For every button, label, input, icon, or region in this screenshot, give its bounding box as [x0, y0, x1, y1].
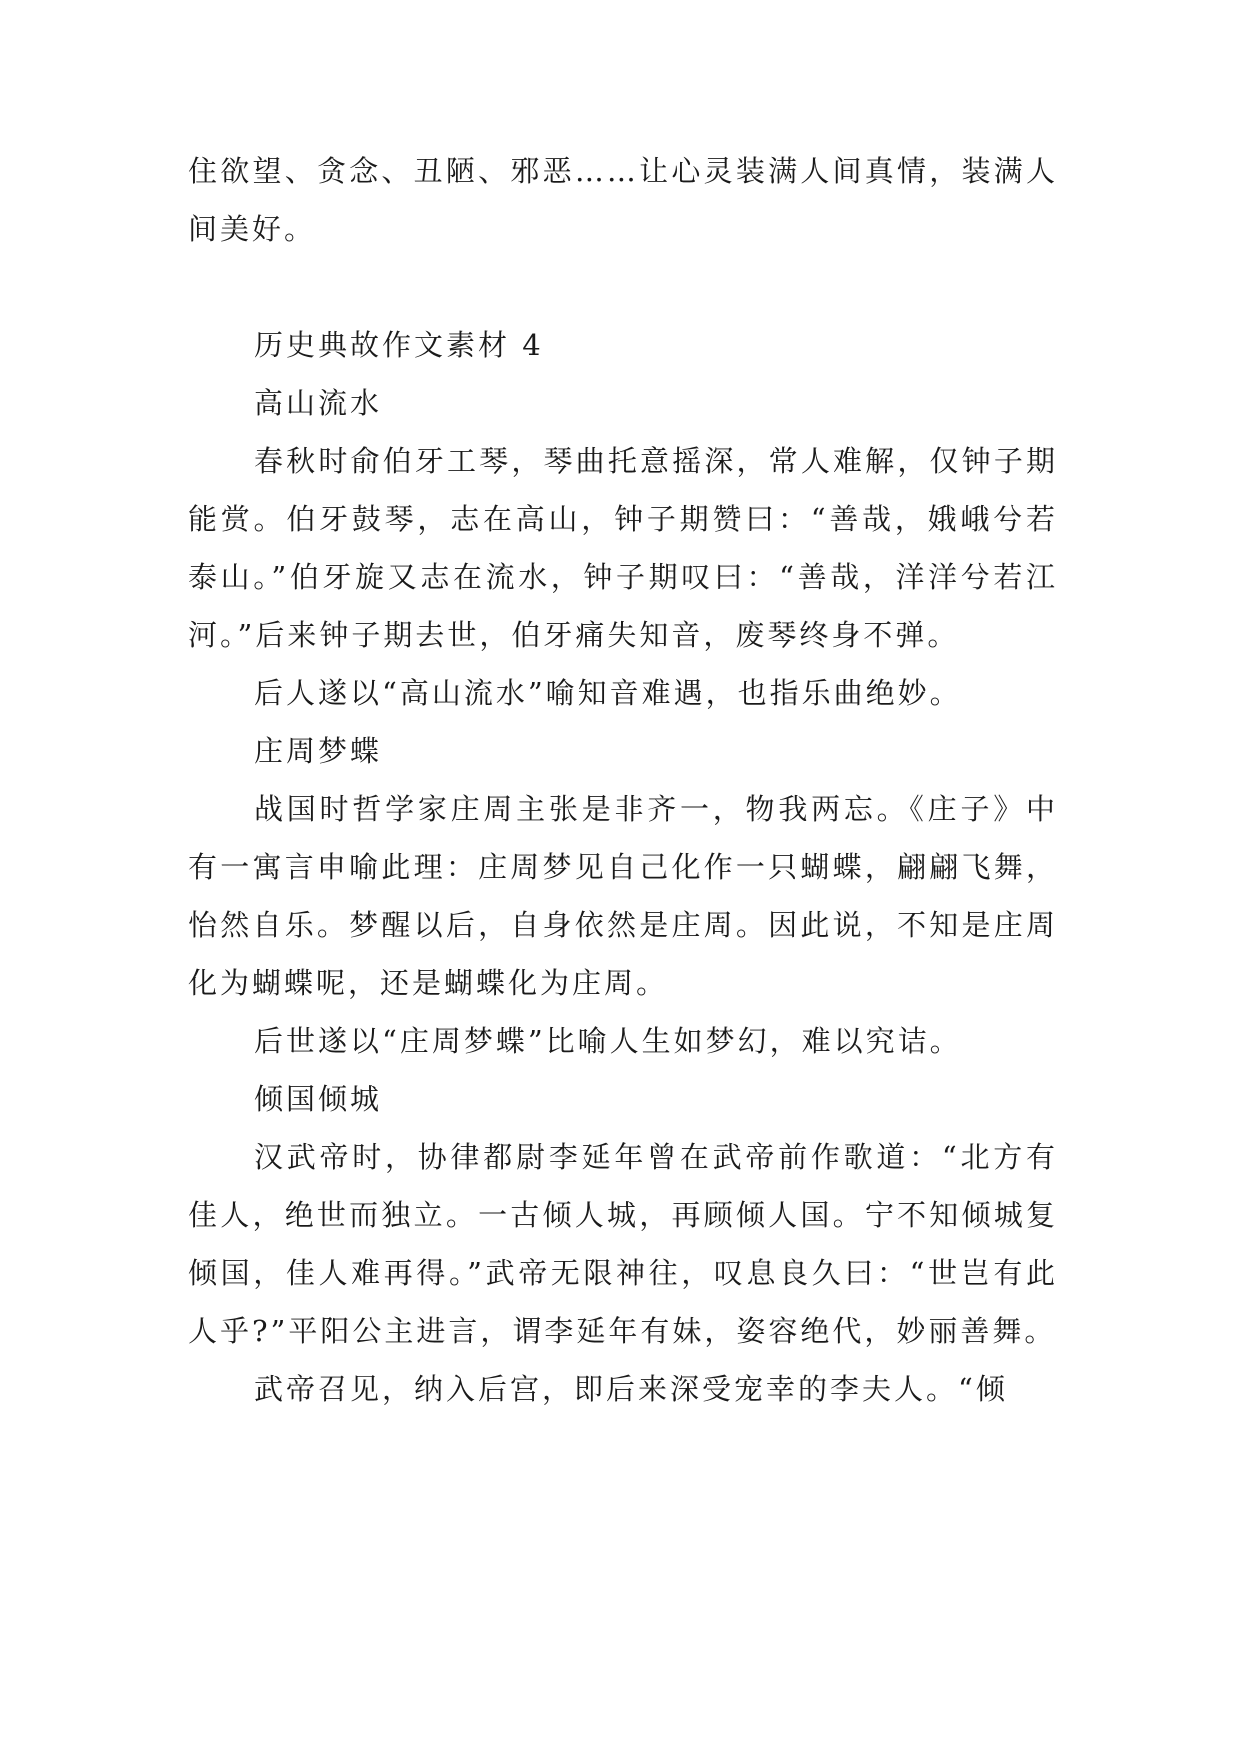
paragraph-gap [188, 258, 1058, 316]
paragraph: 汉武帝时，协律都尉李延年曾在武帝前作歌道：“北方有佳人，绝世而独立。一古倾人城，再顾倾人国。宁不知倾城复倾国，佳人难再得。”武帝无限神往，叹息良久曰：“世岂有此人乎?”平阳公主进言，谓李延年有妹，姿容绝代，妙丽善舞。 [188, 1140, 1058, 1348]
paragraph: 武帝召见，纳入后宫，即后来深受宠幸的李夫人。“倾 [254, 1372, 1008, 1406]
section-title: 历史典故作文素材 4 [254, 328, 544, 362]
paragraph-continuation: 住欲望、贪念、丑陋、邪恶……让心灵装满人间真情，装满人间美好。 [188, 154, 1058, 246]
document-body [188, 142, 1058, 1418]
paragraph: 战国时哲学家庄周主张是非齐一，物我两忘。《庄子》中有一寓言申喻此理：庄周梦见自己化作一只蝴蝶，翩翩飞舞，怡然自乐。梦醒以后，自身依然是庄周。因此说，不知是庄周化为蝴蝶呢，还是蝴蝶化为庄周。 [188, 792, 1058, 1000]
paragraph: 春秋时俞伯牙工琴，琴曲托意摇深，常人难解，仅钟子期能赏。伯牙鼓琴，志在高山，钟子期赞曰：“善哉，娥峨兮若泰山。”伯牙旋又志在流水，钟子期叹曰：“善哉，洋洋兮若江河。”后来钟子期去世，伯牙痛失知音，废琴终身不弹。 [188, 444, 1058, 652]
paragraph: 后世遂以“庄周梦蝶”比喻人生如梦幻，难以究诘。 [254, 1024, 962, 1058]
story-heading-zhuangzhou: 庄周梦蝶 [254, 734, 383, 768]
story-heading-gaoshan: 高山流水 [254, 386, 383, 420]
paragraph: 后人遂以“高山流水”喻知音难遇，也指乐曲绝妙。 [254, 676, 962, 710]
story-heading-qingguo: 倾国倾城 [254, 1082, 383, 1116]
